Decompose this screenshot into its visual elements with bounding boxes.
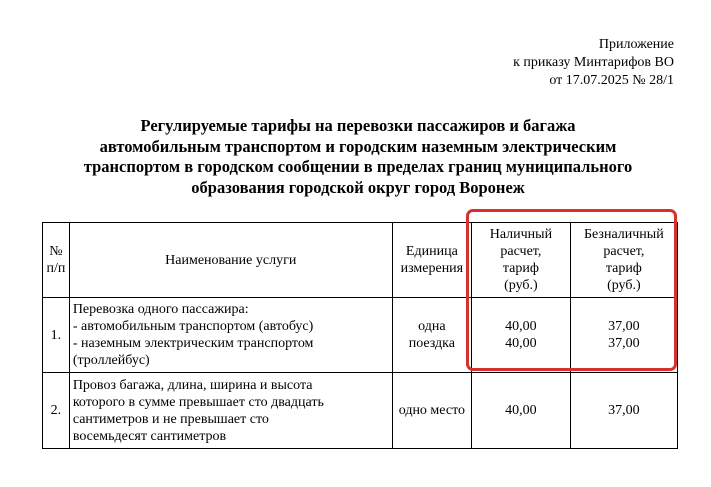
- cashless-tariff-value: 37,00: [608, 319, 640, 334]
- row-number: 2.: [43, 373, 70, 449]
- header-cashless-line: тариф: [605, 261, 642, 276]
- row-number: 1.: [43, 298, 70, 373]
- table-row: [43, 298, 678, 373]
- unit-cell: [392, 298, 471, 373]
- header-cash-line: тариф: [502, 261, 539, 276]
- header-cash-line: Наличный: [489, 227, 553, 242]
- title-line: автомобильным транспортом и городским наземным электрическим: [99, 136, 617, 156]
- document-title: [38, 116, 678, 198]
- cash-tariff-cell: [472, 373, 571, 449]
- title-line: образования городской округ город Воронеж: [191, 177, 525, 197]
- header-unit-line: измерения: [400, 261, 464, 276]
- tariff-table: [42, 222, 678, 449]
- service-name-line: Перевозка одного пассажира:: [72, 302, 249, 317]
- service-name-line: - наземным электрическим транспортом: [72, 336, 314, 351]
- cash-tariff-value: 40,00: [505, 319, 537, 334]
- unit-line: поездка: [408, 336, 455, 351]
- table-header-row: [43, 223, 678, 298]
- cashless-tariff-cell: [570, 298, 677, 373]
- header-cash-line: расчет,: [500, 244, 542, 259]
- header-cashless-line: (руб.): [607, 278, 641, 293]
- appendix-line: от 17.07.2025 № 28/1: [549, 73, 674, 88]
- header-cash-tariff: [472, 223, 571, 298]
- header-number: [43, 223, 70, 298]
- service-name-line: (троллейбус): [72, 353, 150, 368]
- service-name-cell: [69, 373, 392, 449]
- cash-tariff-value: 40,00: [505, 336, 537, 351]
- table-row: [43, 373, 678, 449]
- appendix-line: Приложение: [598, 37, 674, 52]
- header-cashless-line: Безналичный: [584, 227, 664, 242]
- cashless-tariff-cell: [570, 373, 677, 449]
- header-unit-line: Единица: [405, 244, 458, 259]
- unit-line: одна: [418, 319, 446, 334]
- header-unit: [392, 223, 471, 298]
- service-name-cell: [69, 298, 392, 373]
- header-service-name: Наименование услуги: [69, 223, 392, 298]
- header-cashless-tariff: [570, 223, 677, 298]
- appendix-header: [513, 36, 674, 90]
- cash-tariff-cell: [472, 298, 571, 373]
- service-name-line: Провоз багажа, длина, ширина и высота: [72, 377, 313, 393]
- service-name-line: которого в сумме превышает сто двадцать: [72, 394, 324, 410]
- header-number-line: п/п: [46, 261, 66, 276]
- header-cash-line: (руб.): [504, 278, 538, 293]
- service-name-line: - автомобильным транспортом (автобус): [72, 319, 314, 334]
- unit-line: одно место: [398, 403, 465, 418]
- cashless-tariff-value: 37,00: [608, 336, 640, 351]
- title-line: Регулируемые тарифы на перевозки пассажиров и багажа: [140, 116, 576, 135]
- service-name-line: восемьдесят сантиметров: [72, 428, 227, 444]
- appendix-line: к приказу Минтарифов ВО: [513, 55, 674, 70]
- title-line: транспортом в городском сообщении в пределах границ муниципального: [83, 157, 633, 176]
- cashless-tariff-value: 37,00: [608, 403, 640, 418]
- cash-tariff-value: 40,00: [505, 403, 537, 418]
- service-name-line: сантиметров и не превышает сто: [72, 411, 269, 427]
- unit-cell: [392, 373, 471, 449]
- header-cashless-line: расчет,: [603, 244, 645, 259]
- header-number-line: №: [49, 244, 63, 259]
